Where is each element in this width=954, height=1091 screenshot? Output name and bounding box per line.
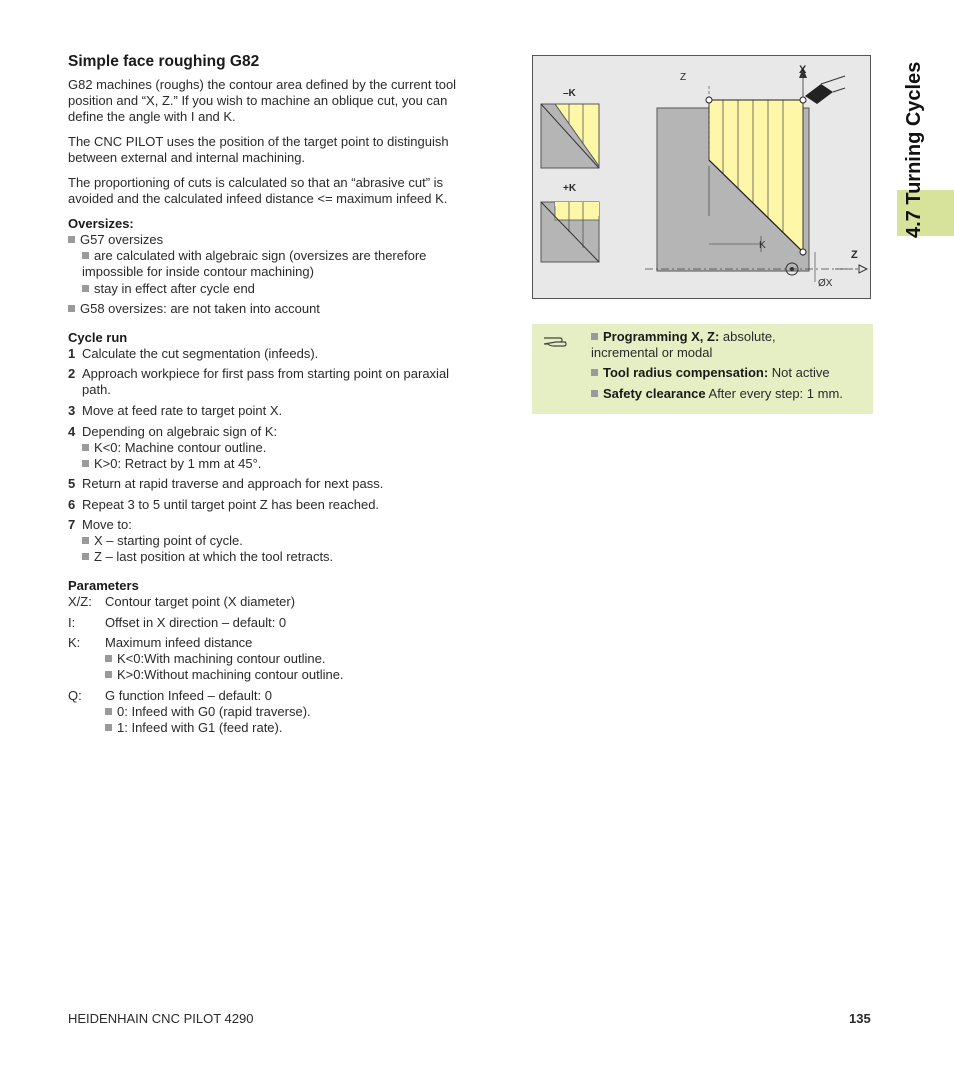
sub-bullet-item: stay in effect after cycle end xyxy=(82,281,255,297)
bullet-item: G57 oversizes xyxy=(68,232,163,248)
intro-line: G82 machines (roughs) the contour area defined by the current tool xyxy=(68,77,457,92)
param-key: K: xyxy=(68,635,81,650)
sub-bullet-item: are calculated with algebraic sign (oversizes are therefore xyxy=(82,248,426,264)
sub-bullet-item: Z – last position at which the tool retracts. xyxy=(82,549,333,565)
bullet-square-icon xyxy=(105,708,112,715)
x-axis-label: X xyxy=(799,64,807,76)
step-continuation: path. xyxy=(82,382,111,397)
chapter-tab-text: 4.7 Turning Cycles xyxy=(903,61,925,238)
bullet-square-icon xyxy=(105,724,112,731)
bullet-square-icon xyxy=(591,390,598,397)
param-value: Contour target point (X diameter) xyxy=(105,594,296,609)
sub-bullet-item: X – starting point of cycle. xyxy=(82,533,243,549)
step-item: 5 Return at rapid traverse and approach for next pass. xyxy=(68,476,384,491)
minus-k-sketch xyxy=(541,104,599,168)
bullet-square-icon xyxy=(82,553,89,560)
bullet-item: G58 oversizes: are not taken into account xyxy=(68,301,320,317)
cutting-tool-icon xyxy=(805,76,845,104)
sub-bullet-continuation: impossible for inside contour machining) xyxy=(82,264,314,279)
step-item: 2 Approach workpiece for first pass from starting point on paraxial xyxy=(68,366,450,381)
oversizes-heading: Oversizes: xyxy=(68,216,134,231)
param-value: G function Infeed – default: 0 xyxy=(105,688,272,703)
diameter-x-label: ØX xyxy=(818,278,833,289)
intro-line: avoided and the calculated infeed distance <= maximum infeed K. xyxy=(68,191,448,206)
bullet-square-icon xyxy=(105,671,112,678)
main-workpiece xyxy=(657,100,809,271)
bullet-square-icon xyxy=(82,444,89,451)
step-item: 1 Calculate the cut segmentation (infeeds). xyxy=(68,346,319,361)
footer-manual-title: HEIDENHAIN CNC PILOT 4290 xyxy=(68,1011,254,1026)
chapter-tab-label xyxy=(860,40,954,240)
param-value: Maximum infeed distance xyxy=(105,635,253,650)
intro-line: between external and internal machining. xyxy=(68,150,306,165)
param-key: I: xyxy=(68,615,76,630)
pointing-hand-icon xyxy=(542,332,572,350)
plus-k-sketch xyxy=(541,202,599,262)
parameters-heading: Parameters xyxy=(68,578,139,593)
step-item: 7 Move to: xyxy=(68,517,132,532)
cycle-run-heading: Cycle run xyxy=(68,330,128,345)
bullet-square-icon xyxy=(105,655,112,662)
section-title: Simple face roughing G82 xyxy=(68,53,260,70)
plus-k-label: +K xyxy=(563,183,577,194)
intro-line: The proportioning of cuts is calculated so that an “abrasive cut” is xyxy=(68,175,444,190)
sub-bullet-item: K<0: Machine contour outline. xyxy=(82,440,266,456)
note-line-clearance: Safety clearance After every step: 1 mm. xyxy=(591,386,843,402)
minus-k-label: –K xyxy=(563,88,576,99)
param-key: X/Z: xyxy=(68,594,92,609)
param-sub-item: 1: Infeed with G1 (feed rate). xyxy=(105,720,282,736)
bullet-square-icon xyxy=(68,236,75,243)
face-roughing-diagram xyxy=(532,55,871,299)
note-line-programming: Programming X, Z: absolute, xyxy=(591,329,776,345)
note-line-continuation: incremental or modal xyxy=(591,345,713,360)
param-sub-item: K>0:Without machining contour outline. xyxy=(105,667,344,683)
param-key: Q: xyxy=(68,688,82,703)
intro-line: position and “X, Z.” If you wish to machine an oblique cut, you can xyxy=(68,93,448,108)
bullet-square-icon xyxy=(591,333,598,340)
bullet-square-icon xyxy=(591,369,598,376)
page-number: 135 xyxy=(849,1011,871,1026)
step-item: 6 Repeat 3 to 5 until target point Z has been reached. xyxy=(68,497,380,512)
note-box xyxy=(532,324,873,414)
step-item: 4 Depending on algebraic sign of K: xyxy=(68,424,278,439)
diagram-svg xyxy=(533,56,872,300)
note-line-radius: Tool radius compensation: Not active xyxy=(591,365,830,381)
sub-bullet-item: K>0: Retract by 1 mm at 45°. xyxy=(82,456,261,472)
intro-line: define the angle with I and K. xyxy=(68,109,236,124)
param-sub-item: 0: Infeed with G0 (rapid traverse). xyxy=(105,704,311,720)
z-axis-label: Z xyxy=(851,249,858,261)
step-item: 3 Move at feed rate to target point X. xyxy=(68,403,283,418)
bullet-square-icon xyxy=(82,285,89,292)
bullet-square-icon xyxy=(82,537,89,544)
bullet-square-icon xyxy=(82,460,89,467)
bullet-square-icon xyxy=(82,252,89,259)
intro-line: The CNC PILOT uses the position of the target point to distinguish xyxy=(68,134,449,149)
z-top-label: Z xyxy=(680,72,687,83)
k-dimension-label: K xyxy=(759,240,766,251)
param-value: Offset in X direction – default: 0 xyxy=(105,615,287,630)
param-sub-item: K<0:With machining contour outline. xyxy=(105,651,325,667)
bullet-square-icon xyxy=(68,305,75,312)
